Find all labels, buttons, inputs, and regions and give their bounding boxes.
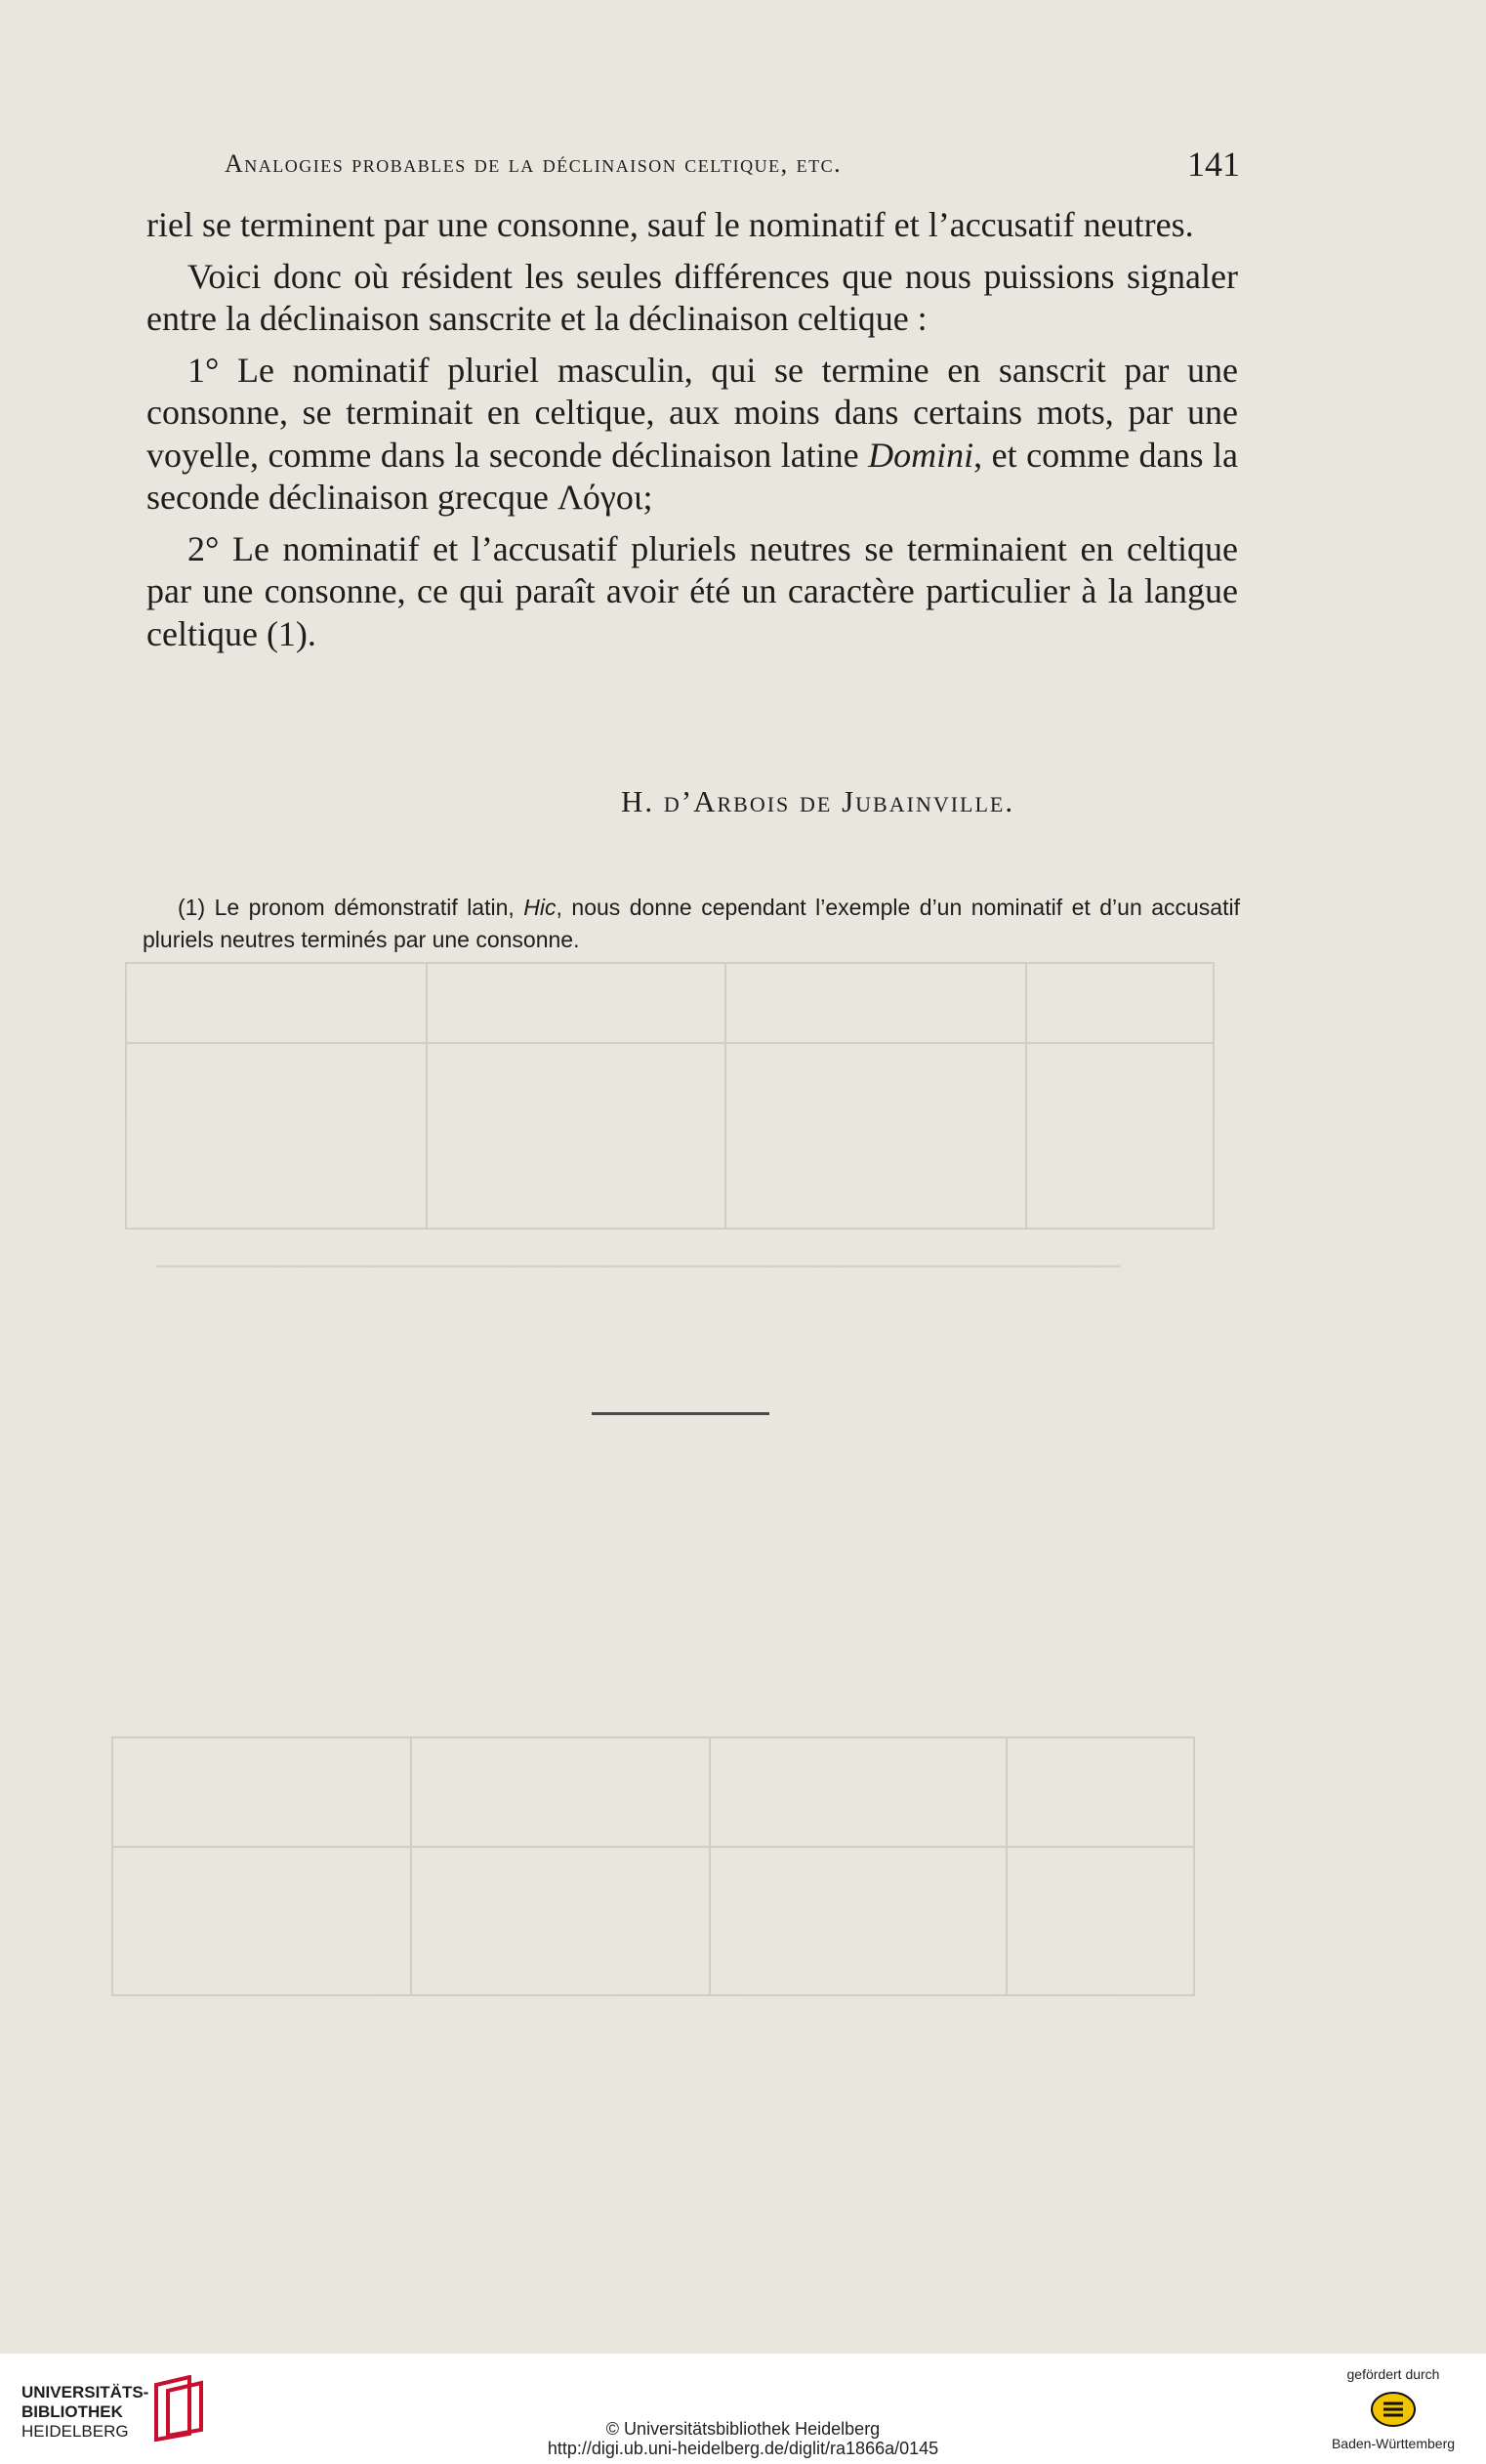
sponsor-name: Baden-Württemberg [1331,2436,1456,2451]
copyright-block [0,2419,1486,2458]
footnote [143,892,1240,956]
paragraph [146,350,1238,520]
paragraph: Voici donc où résident les seules différences que nous puissions signaler entre la déclinaison sanscrite et la déclinaison celtique : [146,256,1238,338]
bleed-through-table-lower [111,1736,1195,1996]
paragraph-text: 1° Le nominatif pluriel masculin, qui se termine en sanscrit par une consonne, se terminait en celtique, aux moins dans certains mots, par une voyelle, comme dans la seconde déclinaison latine [146,350,1238,475]
permalink[interactable]: http://digi.ub.uni-heidelberg.de/diglit/ra1866a/0145 [547,2439,939,2458]
greek-word: Λόγοι [557,478,643,517]
library-name-line: HEIDELBERG [21,2422,129,2441]
paragraph: riel se terminent par une consonne, sauf le nominatif et l’accusatif neutres. [146,205,1194,244]
main-text [146,204,1238,655]
footnote-text: (1) Le pronom démonstratif latin, [178,895,524,920]
library-name-line: BIBLIOTHEK [21,2402,123,2421]
library-name-line: UNIVERSITÄTS- [21,2383,149,2401]
bleed-through-table-upper [125,962,1215,1230]
footnote-text: , nous donne cependant l’exemple d’un nominatif et d’un accusatif pluriels neutres terminés par une consonne. [143,895,1240,952]
paragraph-text: , et comme dans la seconde déclinaison grecque [146,435,1238,517]
sponsor-label: gefördert durch [1346,2366,1440,2382]
copyright-line: © Universitätsbibliothek Heidelberg [605,2419,881,2439]
latin-word: Domini [868,435,974,475]
running-header [225,145,1240,184]
running-title: Analogies probables de la déclinaison celtique, etc. [225,149,843,178]
latin-word: Hic [523,895,557,920]
sponsor-block [1320,2366,1466,2451]
author-signature: H. d’Arbois de Jubainville. [621,784,1015,818]
state-coat-of-arms-icon [1366,2390,1421,2429]
digitization-footer [0,2354,1486,2464]
bleed-through-rule [592,1412,769,1415]
bleed-through-text: ───────────────────────────────────────── [156,1248,1121,1284]
paragraph: 2° Le nominatif et l’accusatif pluriels neutres se terminaient en celtique par une consonne, ce qui paraît avoir été un caractère particulier à la langue celtique (1). [146,528,1238,653]
paragraph-text: ; [642,478,653,517]
page-number: 141 [1187,145,1240,184]
